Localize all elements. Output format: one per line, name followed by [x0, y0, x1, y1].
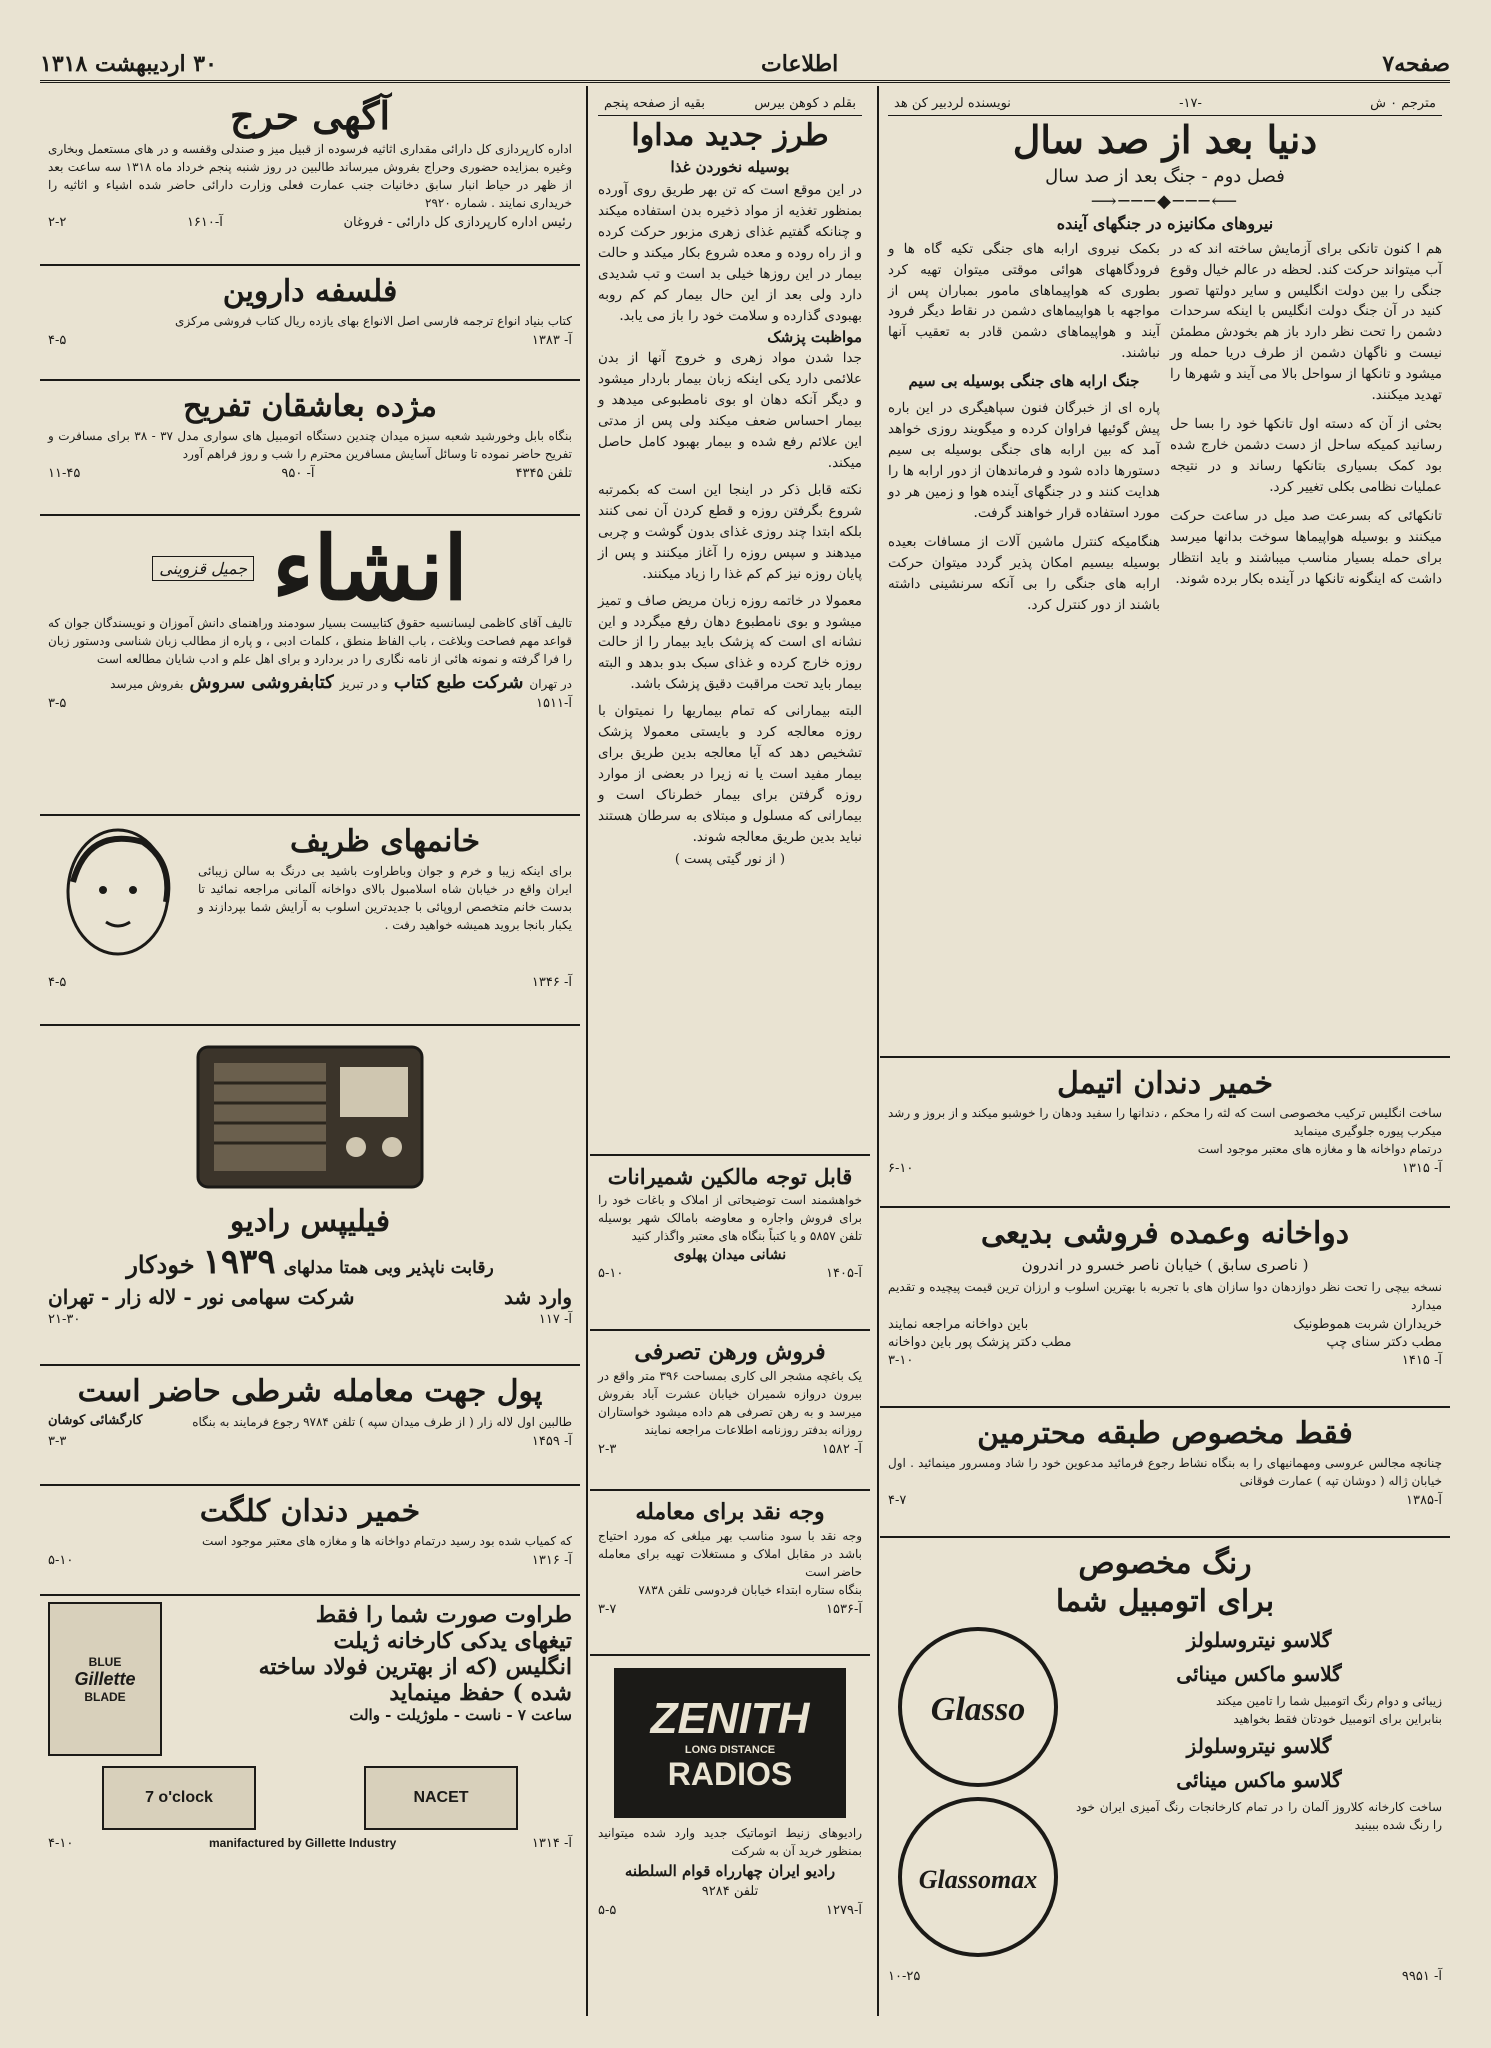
- ad-title: انشاء: [272, 516, 468, 620]
- ad-line: وارد شد: [504, 1285, 572, 1309]
- zenith-logo: [614, 1668, 846, 1818]
- serial-paragraph: بکمک نیروی ارابه های جنگی تکیه گاه ها و فرودگاههای هوائی موقتی میتوان تهیه کرد بطوری که هواپیماهای مامور بمباران پس از مواجهه با هواپیماهای دشمن در نقاط دیگر فرود آیند و هواپیماهای دشمن قادر به تعقیب آنها نباشند.: [888, 240, 1160, 362]
- article-source: ( از نور گیتی پست ): [674, 851, 786, 867]
- ad-colgate: [40, 1486, 580, 1596]
- blade-packet: [48, 1602, 162, 1756]
- article-paragraph: نکته قابل ذکر در اینجا این است که بکمرتبه شروع بگرفتن روزه و قطع کردن آن نمی کنند بلکه ابتدا چند روزی غذای بدون گوشت و چربی میدهند و سپس روزه را آغاز میکنند و پس از پایان روزه نیز کم کم غذا را زیاد میکنند.: [598, 481, 862, 582]
- health-byline: [598, 92, 862, 116]
- zenith-brand: ZENITH: [650, 1693, 810, 1743]
- serial-article: [880, 86, 1450, 1058]
- serial-subhead: نیروهای مکانیزه در جنگهای آینده: [1056, 213, 1274, 233]
- ad-code: آ-۱۴۰۵: [826, 1266, 862, 1281]
- ad-body: برای اینکه زیبا و خرم و جوان وباطراوت باشید بی درنگ به سالن زیبائی ایران واقع در خیابان شاه اسلامبول بالای دواخانه آلمانی مراجعه نمائید تا بدست خانم متخصص اروپائی با جدیدترین اسلوب به آرایش شما بپردازند و یکبار بانجا بروید همیشه خواهید رفت .: [198, 864, 573, 932]
- ad-ref: ۲-۲: [48, 214, 67, 230]
- ad-line: باین دواخانه مراجعه نمایند: [888, 1317, 1029, 1332]
- ad-money: [40, 1366, 580, 1486]
- left-column: [40, 86, 580, 2016]
- gillette-top: [48, 1602, 572, 1756]
- ad-ref: ۴-۵: [48, 333, 67, 348]
- ad-title: خمیر دندان کلگت: [199, 1494, 421, 1529]
- ad-code: آ- ۱۳۱۶: [531, 1553, 572, 1568]
- ad-line: طراوت صورت شما را فقط: [315, 1602, 572, 1628]
- ad-excursion: [40, 381, 580, 516]
- ad-ref: ۶-۱۰: [888, 1161, 914, 1176]
- product-name: گلاسو ماکس مینائی: [1176, 1662, 1342, 1686]
- ad-code: آ- ۱۵۸۲: [821, 1442, 862, 1457]
- ad-title: دواخانه وعمده فروشی بدیعی: [980, 1216, 1350, 1251]
- ad-cash: [590, 1491, 870, 1656]
- ad-ref: ۲۱-۳۰: [48, 1312, 81, 1327]
- masthead: [40, 48, 1450, 83]
- ad-code: آ-۱۵۱۱: [536, 696, 572, 712]
- calligraphy-signature: جمیل قزوینی: [152, 556, 254, 581]
- ad-wedding: [880, 1408, 1450, 1538]
- ad-title: رنگ مخصوص: [1078, 1546, 1252, 1581]
- ad-body: بنابراین برای اتومبیل خودتان فقط بخواهید: [1233, 1712, 1442, 1726]
- ad-title: مژده بعاشقان تفریح: [183, 389, 437, 424]
- episode-number: -۱۷-: [1179, 96, 1202, 111]
- blade-box: [364, 1766, 518, 1830]
- serial-subhead-2: جنگ ارابه های جنگی بوسیله بی سیم: [908, 372, 1140, 391]
- page-number: صفحه۷: [1382, 51, 1450, 77]
- article-paragraph: معمولا در خاتمه روزه زبان مریض صاف و تمیز میشود و بوی نامطبوع دهان رفع میگردد و این نشانه ای است که پزشک باید بیمار را از حالت روزه خارج کرده و غذای سبک بدو بدهد و البته بیمار باید تحت مراقبت دقیق پزشک باشد.: [598, 592, 862, 693]
- ad-title: فروش ورهن تصرفی: [634, 1339, 826, 1365]
- blade-sub: BLADE: [84, 1689, 126, 1704]
- ad-code: آ- ۱۴۵۹: [531, 1434, 572, 1449]
- ad-company: شرکت سهامی نور - لاله زار - تهران: [48, 1285, 355, 1309]
- ad-line: خودکار: [126, 1250, 195, 1279]
- parrot-badge-icon: [888, 1622, 1068, 1962]
- ad-body: که کمیاب شده بود رسید درتمام دواخانه ها و مغازه های معتبر موجود است: [201, 1534, 572, 1548]
- ad-code: آ- ۱۳۸۳: [531, 333, 572, 348]
- ad-agency: کارگشائی کوشان: [48, 1413, 143, 1428]
- ad-line: و در تبریز: [339, 677, 388, 692]
- serial-body: [888, 239, 1442, 616]
- serial-paragraph: بحثی از آن که دسته اول تانکها خود را بسا حل رسانید کمیکه ساحل از دست دشمن خارج شده بود کمک بسیاری بتانکها رساند و در نتیجه عملیات نظامی بکلی تغییر کرد.: [1170, 416, 1442, 495]
- serial-paragraph: تانکهائی که بسرعت صد میل در ساعت حرکت میکنند و بوسیله هواپیماها سوخت بدانها میرسد برای حمله بسیار مناسب میباشند و باید انتظار داشت که اینگونه تانکها در آینده بکار برده شوند.: [1170, 507, 1442, 587]
- ad-body: اداره کارپردازی کل دارائی مقداری اثاثیه فرسوده از قبیل میز و صندلی وقفسه و در های مستعمل وبخاری وغیره بمزایده حضوری وحراج بفروش میرساند طالبین در روز شنبه پنجم خرداد ماه ۱۳۱۸ سه ساعت بعد از ظهر در حیاط انبار سابق دخانیات جنب عمارت فعلی وزارت دارائی حاضر شده اشیاء و اثاثیه را خریداری نمایند . شماره ۲۹۲۰: [48, 141, 573, 210]
- ad-line: تیغهای یدکی کارخانه ژیلت: [333, 1628, 572, 1654]
- ad-ref: ۴-۵: [48, 975, 67, 990]
- ad-mortgage: [590, 1331, 870, 1491]
- ad-body: چنانچه مجالس عروسی ومهمانیهای را به بنگاه نشاط رجوع فرمائید مدعوین خود را شاد ومسرور مینمائید . اول خیابان ژاله ( دوشان تپه ) عمارت فوقانی: [888, 1456, 1442, 1488]
- ad-line: خریداران شربت هموطونیک: [1293, 1317, 1442, 1332]
- ad-line: مطب دکتر پزشک پور باین دواخانه: [888, 1335, 1072, 1350]
- ad-ref: ۳-۵: [48, 696, 67, 712]
- ad-code: آ-۱۳۸۵: [1406, 1493, 1442, 1508]
- beauty-body: [48, 822, 572, 972]
- column-rule: [877, 86, 879, 2016]
- ad-ref: ۱۱-۴۵: [48, 466, 81, 481]
- manufacturer-line: manifactured by Gillette Industry: [208, 1836, 397, 1850]
- seller-name: شرکت طبع کتاب: [393, 672, 524, 694]
- ad-code: آ-۱۲۷۹: [826, 1903, 862, 1918]
- article-title: طرز جدید مداوا: [631, 118, 829, 153]
- ad-sign: رئیس اداره کارپردازی کل دارائی - فروغان: [343, 214, 572, 230]
- radio-tagline: [48, 1242, 572, 1282]
- article-paragraph: جدا شدن مواد زهری و خروج آنها از بدن علائمی دارد یکی اینکه زبان بیمار باردار میشود و دیگر آنکه دهان او بوی نامطبوعی میدهد و بیمار احساس ضعف میکند ولی پس از مدتی این علائم رفع شده و بیمار بهبود کامل حاصل میکند.: [598, 350, 862, 472]
- article-paragraph: در این موقع است که تن بهر طریق روی آورده بمنظور تغذیه از مواد ذخیره بدن استفاده میکند و چنانکه گفتیم غذای زهری مزبور حرکت کرده و از راه روده و معده شروع بکار میکند و حالت بیمار در این روزها خیلی بد است و تب شدیدی دارد ولی بعد از این حال بیمار کم کم روبه بهبودی گذارده و سلامت خود را باز می یابد.: [598, 182, 862, 324]
- ad-darwin: [40, 266, 580, 381]
- ad-beauty: [40, 816, 580, 1026]
- ad-body: زیبائی و دوام رنگ اتومبیل شما را تامین میکند: [1215, 1694, 1442, 1708]
- ad-title: فلسفه داروین: [222, 274, 398, 309]
- ad-body: درتمام دواخانه ها و مغازه های معتبر موجود است: [1197, 1142, 1442, 1156]
- ad-code: آ- ۱۱۷: [538, 1312, 572, 1327]
- ad-glasso: [880, 1538, 1450, 2016]
- serial-paragraph: هم ا کنون تانکی برای آزمایش ساخته اند که در آب میتواند حرکت کند. لحظه در عالم خیال وقوع جنگی را بین دولت انگلیس و سایر دولتها تصور کنید در آن جنگ دولت انگلیس با اینکه سرحدات دشمن را تحت نظر دارد باز هم بخودش مطمئن نیست و ناگهان دشمن از طرف دریا حمله ور میشود و تانکها از سواحل بالا می آیند و شهرها را تهدید میکنند.: [1170, 240, 1442, 404]
- article-section: مواظبت پزشک: [767, 328, 862, 347]
- product-name: گلاسو نیتروسلولز: [1186, 1734, 1332, 1758]
- ad-code: آ- ۱۳۱۵: [1401, 1161, 1442, 1176]
- ad-line: شده ) حفظ مینماید: [389, 1680, 572, 1706]
- ad-title: خانمهای ظریف: [289, 824, 481, 859]
- serial-title: دنیا بعد از صد سال: [1012, 117, 1318, 162]
- ad-ref: ۵-۱۰: [48, 1553, 74, 1568]
- ad-title: پول جهت معامله شرطی حاضر است: [77, 1374, 543, 1409]
- ad-body: ساخت انگلیس ترکیب مخصوصی است که لثه را محکم ، دندانها را سفید ودهان را خوشبو میکند و از بروز و رشد میکرب پیوره جلوگیری مینماید: [888, 1106, 1442, 1138]
- middle-column: [590, 86, 870, 2016]
- ad-ref: ۴-۱۰: [48, 1836, 74, 1851]
- ad-atimal: [880, 1058, 1450, 1208]
- ad-auction: [40, 86, 580, 266]
- ad-zenith: [590, 1656, 870, 2016]
- ad-ref: ۴-۷: [888, 1493, 907, 1508]
- ad-agency: بنگاه ستاره ابتداء خیابان فردوسی تلفن ۷۸۳۸: [638, 1583, 862, 1597]
- author: بقلم د کوهن بیرس: [754, 96, 856, 111]
- serial-byline: [888, 92, 1442, 116]
- ad-radio: [40, 1026, 580, 1366]
- ad-ref: ۲-۳: [598, 1442, 617, 1457]
- continued-from: بقیه از صفحه پنجم: [604, 96, 705, 111]
- ad-body: بنگاه بابل وخورشید شعبه سبزه میدان چندین دستگاه اتومبیل های سواری مدل ۳۷ - ۳۸ برای مسافرت و تفریح حاضر نموده تا وسائل آسایش مسافرین محترم را شب و روز فراهم آورد: [48, 429, 572, 461]
- insha-sellers: [48, 672, 572, 693]
- ad-ref: ۳-۷: [598, 1602, 617, 1617]
- ad-ref: ۵-۵: [598, 1903, 617, 1918]
- ad-body: ساخت کارخانه کلاروز آلمان را در تمام کارخانجات رنگ آمیزی ایران خود را رنگ شده ببینید: [1076, 1800, 1442, 1832]
- ad-ref: ۵-۱۰: [598, 1266, 624, 1281]
- glasso-body: [888, 1622, 1442, 1966]
- ad-code: آ- ۱۴۱۵: [1401, 1353, 1442, 1368]
- ad-phone: تلفن ۴۳۴۵: [515, 466, 572, 481]
- column-rule: [586, 86, 588, 2016]
- ad-title: آگهی حرج: [229, 93, 391, 138]
- ad-body: یک باغچه مشجر الی کاری بمساحت ۳۹۶ متر واقع در بیرون دروازه شمیران خیابان عشرت آباد بفروش میرسد و به رهن تصرفی هم داده میشود خواستاران روزانه بدفتر روزنامه اطلاعات مراجعه نمایند: [598, 1369, 862, 1437]
- article-paragraph: البته بیمارانی که تمام بیماریها را نمیتوان با روزه معالجه کرد و بایستی معمولا پزشک تشخیص دهد که آیا معالجه بدین طریق برای بیمار مفید است یا نه زیرا در بعضی از موارد روزه گرفتن برای بیمار خطرناک است و بیمارانی که مسلول و مبتلای به سرطان هستند نباید بدین طریق معالجه شوند.: [598, 703, 862, 845]
- ad-body: طالبین اول لاله زار ( از طرف میدان سپه ) تلفن ۹۷۸۴ رجوع فرمایند به بنگاه: [192, 1415, 572, 1429]
- ad-body: کتاب بنیاد انواع ترجمه فارسی اصل الانواع بهای یازده ریال کتاب فروشی مرکزی: [175, 314, 572, 328]
- ad-line: ساعت ۷ - ناست - ملوژیلت - والت: [349, 1706, 572, 1724]
- ad-code: آ- ۱۳۴۶: [531, 975, 572, 990]
- zenith-word: RADIOS: [667, 1755, 793, 1792]
- ad-phone: تلفن ۹۲۸۴: [701, 1884, 759, 1899]
- radio-set-icon: [190, 1037, 430, 1197]
- ad-body: وجه نقد با سود مناسب بهر میلغی که مورد احتیاج باشد در مقابل املاک و مستغلات تهیه برای معامله حاضر است: [598, 1529, 862, 1579]
- ad-code: آ- ۹۹۵۱: [1401, 1969, 1442, 1984]
- article-subtitle: بوسیله نخوردن غذا: [670, 158, 790, 176]
- blade-box-label: NACET: [413, 1789, 469, 1806]
- ad-title: برای اتومبیل شما: [1055, 1584, 1275, 1619]
- ad-title: فیلیپس رادیو: [229, 1204, 391, 1239]
- product-name: گلاسو ماکس مینائی: [1176, 1768, 1342, 1792]
- ad-body: تالیف آقای کاظمی لیسانسیه حقوق کتابیست بسیار سودمند وراهنمای دانش آموزان و نویسندگان جوان که قواعد مهم فصاحت وبلاغت ، باب الفاظ منطق ، کلمات ادبی ، و پاره از مطالب زبان شناسی ودستور زبان را فرا گرفته و نمونه هائی از نامه نگاری را در بردارد و برای اهل علم و ادب شایان مطالعه است: [48, 616, 572, 667]
- ad-address: ( ناصری سابق ) خیابان ناصر خسرو در اندرون: [1021, 1256, 1309, 1274]
- woman-portrait-icon: [48, 822, 188, 972]
- serial-paragraph: هنگامیکه کنترل ماشین آلات از مسافات بعیده بوسیله بیسیم امکان پذیر گردد میتوان حرکت ارابه های جنگی را بی آنکه سرنشینی داشته باشند از دور کنترل کرد.: [888, 533, 1160, 613]
- ad-line: مطب دکتر سنای چپ: [1326, 1335, 1442, 1350]
- ad-body: نسخه بیچی را تحت نظر دوازدهان دوا سازان های با تجربه با بهترین اسلوب و ارزان ترین قیمت پیچیده و تقدیم میدارد: [888, 1280, 1442, 1312]
- ad-title: فقط مخصوص طبقه محترمین: [977, 1416, 1353, 1451]
- ad-agency: نشانی میدان پهلوی: [673, 1247, 787, 1263]
- blade-brand: Gillette: [74, 1668, 136, 1689]
- issue-date: ۳۰ اردیبهشت ۱۳۱۸: [40, 51, 217, 77]
- translator: مترجم ۰ ش: [1370, 96, 1436, 111]
- author: نویسنده لردبیر کن هد: [894, 96, 1011, 111]
- health-article: [590, 86, 870, 1156]
- blade-box-label: 7 o'clock: [145, 1789, 213, 1806]
- glasso-logos: [888, 1622, 1068, 1966]
- seller-name: کتابفروشی سروش: [189, 672, 334, 694]
- ad-insha: [40, 516, 580, 816]
- serial-chapter: فصل دوم - جنگ بعد از صد سال: [1045, 165, 1285, 187]
- ad-body: خواهشمند است توضیحاتی از املاک و باغات خود را برای فروش واجاره و معاوضه بامالک شهر بوسیله تلفن ۵۸۵۷ و یا کتباً بنگاه های معتبر واگذار کنید: [598, 1193, 862, 1243]
- ad-gillette: [40, 1596, 580, 1906]
- ad-title: وجه نقد برای معامله: [635, 1499, 825, 1525]
- blade-color: BLUE: [88, 1654, 122, 1669]
- radio-picture: [48, 1032, 572, 1202]
- model-year: ۱۹۳۹: [202, 1242, 276, 1282]
- ad-line: بفروش میرسد: [110, 677, 184, 692]
- ad-line: انگلیس (که از بهترین فولاد ساخته: [258, 1654, 572, 1680]
- ad-seller: رادیو ایران چهارراه قوام السلطنه: [624, 1862, 836, 1880]
- zenith-sub: LONG DISTANCE: [684, 1743, 776, 1756]
- ornament-divider: ⟵───◆───⟶: [1090, 190, 1240, 212]
- glassomax-brand: Glassomax: [918, 1865, 1038, 1894]
- ad-land: [590, 1156, 870, 1331]
- ad-ref: ۳-۳: [48, 1434, 67, 1449]
- ad-line: رقابت ناپذیر وبی همتا مدلهای: [283, 1258, 494, 1278]
- ad-line: در تهران: [529, 677, 572, 692]
- ad-code: آ-۱۶۱۰: [186, 214, 223, 230]
- ad-code: آ-۱۵۳۶: [826, 1602, 862, 1617]
- ad-code: آ- ۹۵۰: [281, 466, 315, 481]
- ad-ref: ۱۰-۲۵: [888, 1969, 921, 1984]
- right-column: [880, 86, 1450, 2016]
- ad-body: رادیوهای زنیط اتوماتیک جدید وارد شده میتوانید بمنظور خرید آن به شرکت: [598, 1826, 862, 1858]
- paper-name: اطلاعات: [760, 51, 839, 77]
- blade-box: [102, 1766, 256, 1830]
- ad-title: خمیر دندان اتیمل: [1056, 1066, 1273, 1101]
- product-name: گلاسو نیتروسلولز: [1186, 1628, 1332, 1652]
- ad-code: آ- ۱۳۱۴: [531, 1836, 572, 1851]
- blade-boxes: [48, 1766, 572, 1830]
- serial-paragraph: پاره ای از خبرگان فنون سپاهیگری در این باره پیش گوئیها فراوان کرده و میگویند روزی خواهد آمد که بین ارابه های جنگی بوسیله بی سیم دستورها داده شود و فرماندهان از دور ارابه ها را هدایت کنند و در جنگهای آینده هوا و زمین هر دو مورد استفاده قرار خواهند گرفت.: [888, 400, 1160, 521]
- glasso-brand: Glasso: [930, 1691, 1026, 1728]
- ad-pharmacy: [880, 1208, 1450, 1408]
- insha-header: [48, 516, 572, 620]
- ad-title: قابل توجه مالکین شمیرانات: [607, 1164, 853, 1189]
- ad-ref: ۳-۱۰: [888, 1353, 914, 1368]
